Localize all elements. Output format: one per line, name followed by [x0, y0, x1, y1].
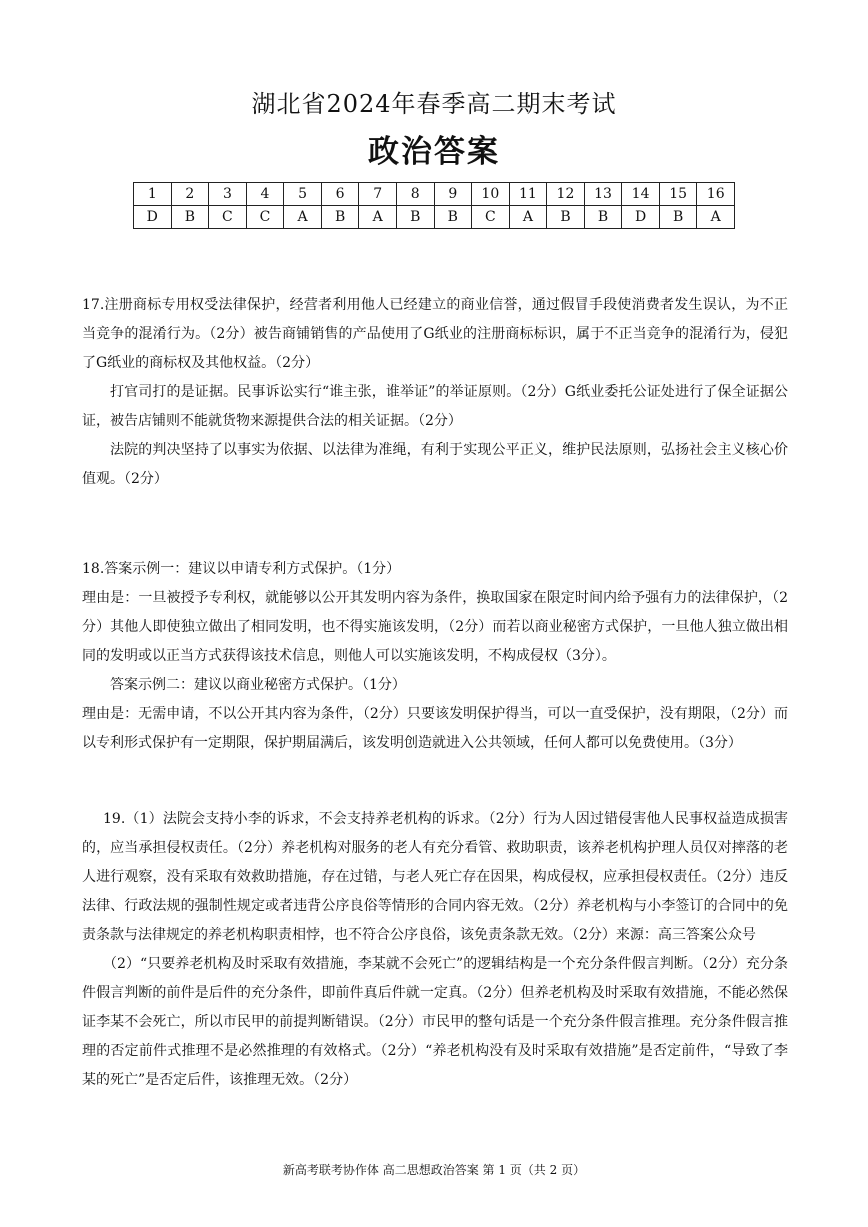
- question-number: 3: [209, 183, 247, 206]
- q17-paragraph-3: 法院的判决坚持了以事实为依据、以法律为准绳，有利于实现公平正义，维护民法原则，弘扬社会主义核心价值观。（2分）: [82, 442, 788, 487]
- question-number: 13: [584, 183, 622, 206]
- question-number: 9: [434, 183, 472, 206]
- answer-cell: B: [396, 206, 434, 229]
- question-number: 2: [171, 183, 209, 206]
- exam-subtitle: 政治答案: [368, 134, 500, 170]
- answer-cell: A: [284, 206, 322, 229]
- answer-cell: C: [209, 206, 247, 229]
- question-number: 14: [622, 183, 660, 206]
- answer-cell: B: [321, 206, 359, 229]
- question-number: 8: [396, 183, 434, 206]
- q18-reason-1: 理由是：一旦被授予专利权，就能够以公开其发明内容为条件，换取国家在限定时间内给予强有力的法律保护，（2分）其他人即使独立做出了相同发明，也不得实施该发明，（2分）而若以商业秘密方式保护，一旦他人独立做出相同的发明或以正当方式获得该技术信息，则他人可以实施该发明，不构成侵权（3分）。: [82, 590, 788, 664]
- question-number: 15: [659, 183, 697, 206]
- page-footer: 新高考联考协作体 高二思想政治答案 第 1 页（共 2 页）: [282, 1163, 586, 1177]
- question-number: 1: [134, 183, 172, 206]
- question-number: 6: [321, 183, 359, 206]
- q17-paragraph-1: 17.注册商标专用权受法律保护，经营者利用他人已经建立的商业信誉，通过假冒手段使消费者发生误认，为不正当竞争的混淆行为。（2分）被告商铺销售的产品使用了G纸业的注册商标标识，属于不正当竞争的混淆行为，侵犯了G纸业的商标权及其他权益。（2分）: [82, 297, 788, 371]
- answer-cell: B: [584, 206, 622, 229]
- answer-cell: D: [134, 206, 172, 229]
- q18-example-2: 答案示例二：建议以商业秘密方式保护。（1分）: [110, 677, 406, 693]
- answer-cell: B: [659, 206, 697, 229]
- answer-cell: A: [359, 206, 397, 229]
- question-number-row: [134, 183, 735, 206]
- question-number: 12: [547, 183, 585, 206]
- answer-cell: A: [509, 206, 547, 229]
- question-number: 7: [359, 183, 397, 206]
- question-number: 11: [509, 183, 547, 206]
- exam-title: 湖北省2024年春季高二期末考试: [251, 90, 617, 118]
- question-17-answer: [82, 291, 788, 494]
- answer-table: [133, 182, 735, 229]
- q17-paragraph-2: 打官司打的是证据。民事诉讼实行“谁主张，谁举证”的举证原则。（2分）G纸业委托公证处进行了保全证据公证，被告店铺则不能就货物来源提供合法的相关证据。（2分）: [82, 384, 788, 429]
- answer-row: [134, 206, 735, 229]
- q18-example-1: 18.答案示例一：建议以申请专利方式保护。（1分）: [82, 561, 401, 577]
- answer-cell: B: [434, 206, 472, 229]
- answer-cell: A: [697, 206, 735, 229]
- answer-cell: B: [547, 206, 585, 229]
- q19-part-1: 19.（1）法院会支持小李的诉求，不会支持养老机构的诉求。（2分）行为人因过错侵害他人民事权益造成损害的，应当承担侵权责任。（2分）养老机构对服务的老人有充分看管、救助职责，该养老机构护理人员仅对摔落的老人进行观察，没有采取有效救助措施，存在过错，与老人死亡存在因果，构成侵权，应承担侵权责任。（2分）违反法律、行政法规的强制性规定或者违背公序良俗等情形的合同内容无效。（2分）养老机构与小李签订的合同中的免责条款与法律规定的养老机构职责相悖，也不符合公序良俗，该免责条款无效。（2分）来源：高三答案公众号: [82, 811, 788, 943]
- answer-cell: D: [622, 206, 660, 229]
- answer-cell: C: [246, 206, 284, 229]
- question-number: 4: [246, 183, 284, 206]
- q18-reason-2: 理由是：无需申请，不以公开其内容为条件，（2分）只要该发明保护得当，可以一直受保护，没有期限，（2分）而以专利形式保护有一定期限，保护期届满后，该发明创造就进入公共领域，任何人都可以免费使用。（3分）: [82, 706, 788, 751]
- question-number: 16: [697, 183, 735, 206]
- question-19-answer: [82, 805, 788, 1095]
- answer-cell: C: [472, 206, 510, 229]
- q19-part-2: （2）“只要养老机构及时采取有效措施，李某就不会死亡”的逻辑结构是一个充分条件假言判断。（2分）充分条件假言判断的前件是后件的充分条件，即前件真后件就一定真。（2分）但养老机构及时采取有效措施，不能必然保证李某不会死亡，所以市民甲的前提判断错误。（2分）市民甲的整句话是一个充分条件假言推理。充分条件假言推理的否定前件式推理不是必然推理的有效格式。（2分）“养老机构没有及时采取有效措施”是否定前件，“导致了李某的死亡”是否定后件，该推理无效。（2分）: [82, 956, 788, 1088]
- answer-cell: B: [171, 206, 209, 229]
- question-number: 10: [472, 183, 510, 206]
- question-18-answer: [82, 555, 788, 758]
- question-number: 5: [284, 183, 322, 206]
